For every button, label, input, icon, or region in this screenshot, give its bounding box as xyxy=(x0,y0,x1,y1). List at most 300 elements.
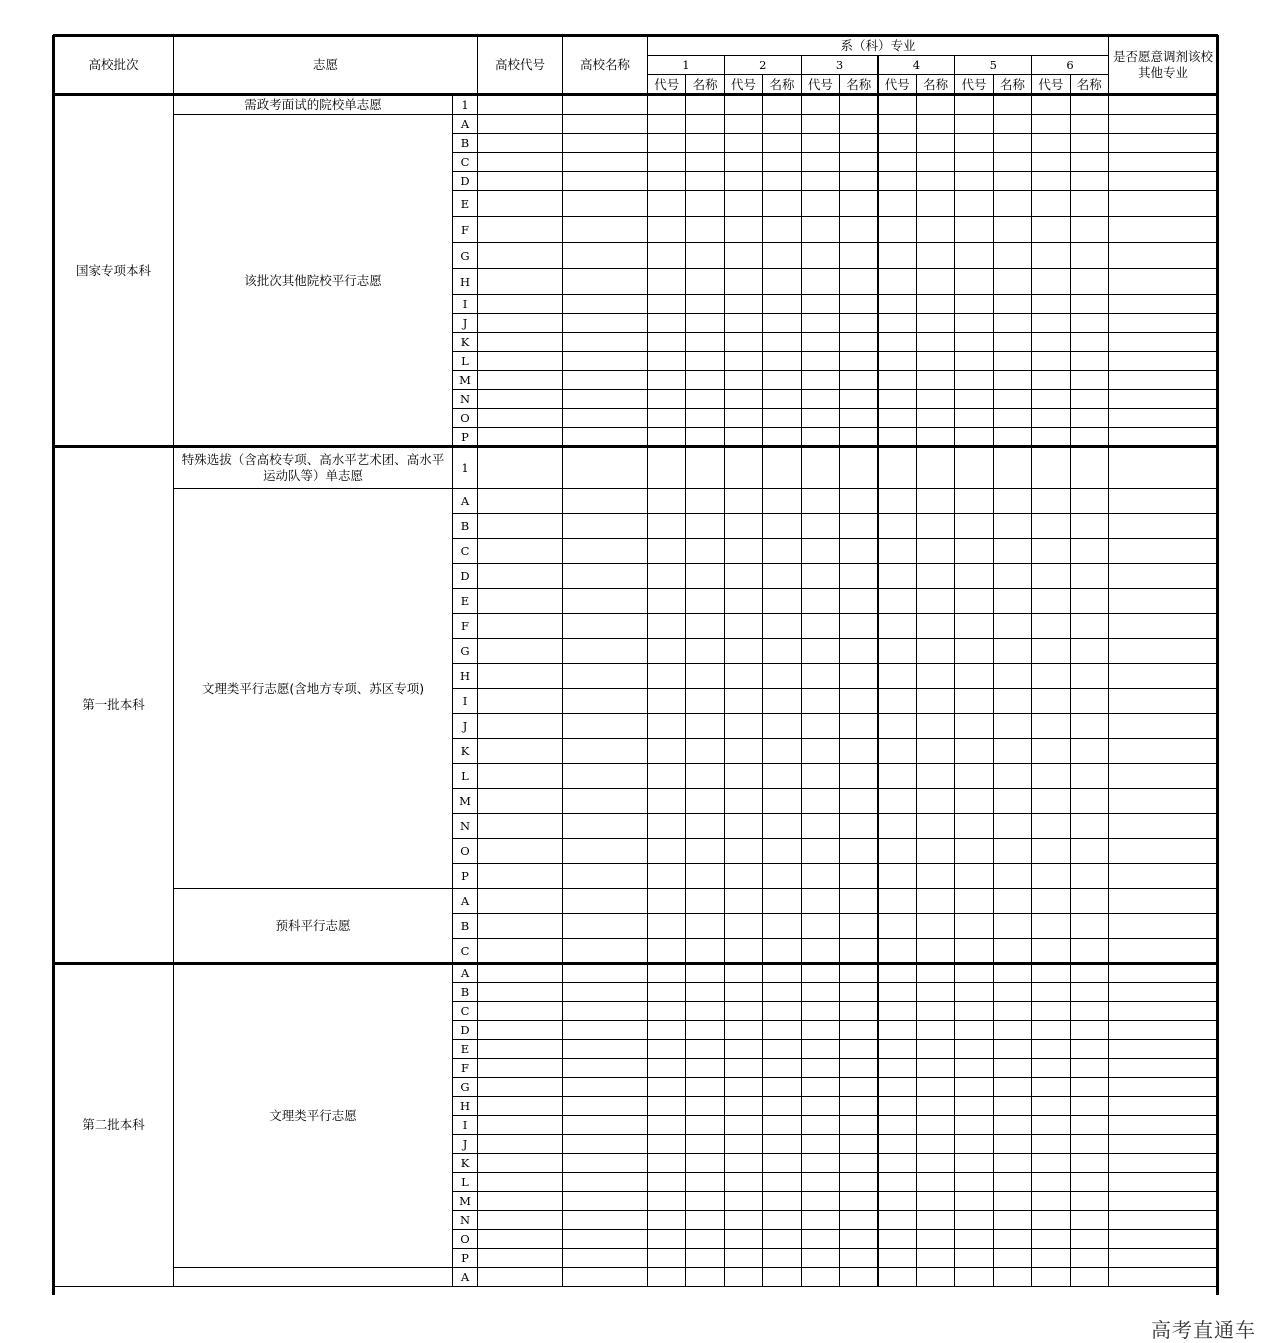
major-code-input[interactable] xyxy=(1031,563,1070,589)
major-name-input[interactable] xyxy=(839,1039,878,1059)
school-name-input[interactable] xyxy=(562,1248,648,1268)
major-code-input[interactable] xyxy=(724,788,763,814)
major-code-input[interactable] xyxy=(801,1001,840,1021)
major-code-input[interactable] xyxy=(801,982,840,1002)
major-name-input[interactable] xyxy=(685,1020,724,1040)
major-name-input[interactable] xyxy=(916,982,955,1002)
major-name-input[interactable] xyxy=(916,813,955,839)
major-code-input[interactable] xyxy=(801,1172,840,1192)
major-name-input[interactable] xyxy=(839,688,878,714)
major-code-input[interactable] xyxy=(724,1248,763,1268)
major-name-input[interactable] xyxy=(685,982,724,1002)
major-name-input[interactable] xyxy=(1070,838,1109,864)
adjust-input[interactable] xyxy=(1108,1096,1218,1116)
major-code-input[interactable] xyxy=(878,488,917,514)
major-name-input[interactable] xyxy=(685,313,724,333)
major-code-input[interactable] xyxy=(647,1077,686,1097)
major-code-input[interactable] xyxy=(954,1077,993,1097)
major-code-input[interactable] xyxy=(878,513,917,539)
major-code-input[interactable] xyxy=(878,1172,917,1192)
school-name-input[interactable] xyxy=(562,863,648,889)
major-code-input[interactable] xyxy=(878,216,917,243)
major-name-input[interactable] xyxy=(839,1191,878,1211)
major-code-input[interactable] xyxy=(801,1039,840,1059)
major-name-input[interactable] xyxy=(762,1096,801,1116)
major-code-input[interactable] xyxy=(954,370,993,390)
major-name-input[interactable] xyxy=(993,688,1032,714)
school-name-input[interactable] xyxy=(562,152,648,172)
adjust-input[interactable] xyxy=(1108,427,1218,447)
major-code-input[interactable] xyxy=(878,408,917,428)
school-name-input[interactable] xyxy=(562,1096,648,1116)
major-name-input[interactable] xyxy=(993,1020,1032,1040)
school-name-input[interactable] xyxy=(562,488,648,514)
major-code-input[interactable] xyxy=(724,588,763,614)
major-name-input[interactable] xyxy=(916,133,955,153)
major-code-input[interactable] xyxy=(724,1267,763,1287)
major-name-input[interactable] xyxy=(916,838,955,864)
adjust-input[interactable] xyxy=(1108,332,1218,352)
major-name-input[interactable] xyxy=(993,242,1032,269)
adjust-input[interactable] xyxy=(1108,913,1218,939)
major-name-input[interactable] xyxy=(685,171,724,191)
major-code-input[interactable] xyxy=(724,216,763,243)
major-code-input[interactable] xyxy=(647,1020,686,1040)
major-code-input[interactable] xyxy=(724,1039,763,1059)
major-code-input[interactable] xyxy=(647,389,686,409)
major-name-input[interactable] xyxy=(762,446,801,489)
major-code-input[interactable] xyxy=(1031,488,1070,514)
major-name-input[interactable] xyxy=(916,408,955,428)
school-name-input[interactable] xyxy=(562,1172,648,1192)
major-name-input[interactable] xyxy=(685,268,724,295)
major-name-input[interactable] xyxy=(839,171,878,191)
major-code-input[interactable] xyxy=(954,688,993,714)
major-code-input[interactable] xyxy=(1031,538,1070,564)
major-code-input[interactable] xyxy=(724,268,763,295)
major-code-input[interactable] xyxy=(878,332,917,352)
major-code-input[interactable] xyxy=(878,1134,917,1154)
school-name-input[interactable] xyxy=(562,513,648,539)
major-name-input[interactable] xyxy=(685,294,724,314)
major-name-input[interactable] xyxy=(762,1229,801,1249)
major-name-input[interactable] xyxy=(685,538,724,564)
major-name-input[interactable] xyxy=(839,488,878,514)
major-name-input[interactable] xyxy=(762,216,801,243)
school-name-input[interactable] xyxy=(562,216,648,243)
major-code-input[interactable] xyxy=(954,1039,993,1059)
major-name-input[interactable] xyxy=(839,563,878,589)
school-code-input[interactable] xyxy=(477,963,563,983)
major-name-input[interactable] xyxy=(685,588,724,614)
adjust-input[interactable] xyxy=(1108,1210,1218,1230)
major-name-input[interactable] xyxy=(685,408,724,428)
major-name-input[interactable] xyxy=(916,1039,955,1059)
major-code-input[interactable] xyxy=(801,788,840,814)
major-name-input[interactable] xyxy=(762,963,801,983)
major-name-input[interactable] xyxy=(762,332,801,352)
school-code-input[interactable] xyxy=(477,268,563,295)
major-code-input[interactable] xyxy=(724,763,763,789)
major-code-input[interactable] xyxy=(801,838,840,864)
major-name-input[interactable] xyxy=(685,738,724,764)
adjust-input[interactable] xyxy=(1108,114,1218,134)
school-code-input[interactable] xyxy=(477,171,563,191)
adjust-input[interactable] xyxy=(1108,838,1218,864)
school-name-input[interactable] xyxy=(562,688,648,714)
school-code-input[interactable] xyxy=(477,152,563,172)
school-code-input[interactable] xyxy=(477,216,563,243)
major-code-input[interactable] xyxy=(801,133,840,153)
major-code-input[interactable] xyxy=(801,613,840,639)
school-code-input[interactable] xyxy=(477,613,563,639)
major-name-input[interactable] xyxy=(762,1172,801,1192)
adjust-input[interactable] xyxy=(1108,763,1218,789)
major-code-input[interactable] xyxy=(801,1153,840,1173)
major-code-input[interactable] xyxy=(954,738,993,764)
major-name-input[interactable] xyxy=(839,427,878,447)
major-name-input[interactable] xyxy=(993,1039,1032,1059)
adjust-input[interactable] xyxy=(1108,389,1218,409)
major-code-input[interactable] xyxy=(954,638,993,664)
adjust-input[interactable] xyxy=(1108,863,1218,889)
major-name-input[interactable] xyxy=(685,370,724,390)
major-name-input[interactable] xyxy=(993,1229,1032,1249)
school-code-input[interactable] xyxy=(477,190,563,217)
major-name-input[interactable] xyxy=(839,152,878,172)
major-name-input[interactable] xyxy=(916,538,955,564)
major-code-input[interactable] xyxy=(801,268,840,295)
major-code-input[interactable] xyxy=(801,1229,840,1249)
major-code-input[interactable] xyxy=(1031,1210,1070,1230)
major-code-input[interactable] xyxy=(878,613,917,639)
major-code-input[interactable] xyxy=(801,313,840,333)
major-code-input[interactable] xyxy=(954,1172,993,1192)
major-name-input[interactable] xyxy=(839,1115,878,1135)
major-code-input[interactable] xyxy=(647,863,686,889)
major-name-input[interactable] xyxy=(839,613,878,639)
major-name-input[interactable] xyxy=(762,1191,801,1211)
school-name-input[interactable] xyxy=(562,913,648,939)
school-name-input[interactable] xyxy=(562,332,648,352)
major-name-input[interactable] xyxy=(685,838,724,864)
major-name-input[interactable] xyxy=(916,313,955,333)
school-code-input[interactable] xyxy=(477,242,563,269)
major-name-input[interactable] xyxy=(1070,888,1109,914)
school-code-input[interactable] xyxy=(477,446,563,489)
major-name-input[interactable] xyxy=(1070,268,1109,295)
major-code-input[interactable] xyxy=(1031,863,1070,889)
major-name-input[interactable] xyxy=(762,114,801,134)
school-name-input[interactable] xyxy=(562,563,648,589)
school-name-input[interactable] xyxy=(562,389,648,409)
major-code-input[interactable] xyxy=(647,268,686,295)
major-code-input[interactable] xyxy=(878,888,917,914)
major-code-input[interactable] xyxy=(801,1134,840,1154)
major-code-input[interactable] xyxy=(724,1229,763,1249)
major-code-input[interactable] xyxy=(801,638,840,664)
major-code-input[interactable] xyxy=(647,1134,686,1154)
major-code-input[interactable] xyxy=(801,1267,840,1287)
major-code-input[interactable] xyxy=(878,1039,917,1059)
major-code-input[interactable] xyxy=(878,738,917,764)
major-name-input[interactable] xyxy=(916,588,955,614)
school-name-input[interactable] xyxy=(562,813,648,839)
major-code-input[interactable] xyxy=(878,268,917,295)
major-name-input[interactable] xyxy=(685,152,724,172)
adjust-input[interactable] xyxy=(1108,1058,1218,1078)
major-name-input[interactable] xyxy=(916,152,955,172)
major-code-input[interactable] xyxy=(954,1210,993,1230)
major-code-input[interactable] xyxy=(647,838,686,864)
major-code-input[interactable] xyxy=(878,813,917,839)
major-name-input[interactable] xyxy=(916,1115,955,1135)
major-code-input[interactable] xyxy=(1031,114,1070,134)
major-code-input[interactable] xyxy=(954,938,993,964)
major-name-input[interactable] xyxy=(839,370,878,390)
major-code-input[interactable] xyxy=(878,713,917,739)
major-code-input[interactable] xyxy=(1031,216,1070,243)
major-name-input[interactable] xyxy=(685,913,724,939)
school-name-input[interactable] xyxy=(562,171,648,191)
adjust-input[interactable] xyxy=(1108,133,1218,153)
major-code-input[interactable] xyxy=(647,313,686,333)
major-name-input[interactable] xyxy=(839,938,878,964)
major-code-input[interactable] xyxy=(724,963,763,983)
major-name-input[interactable] xyxy=(916,863,955,889)
major-name-input[interactable] xyxy=(839,1096,878,1116)
major-name-input[interactable] xyxy=(839,738,878,764)
major-code-input[interactable] xyxy=(724,738,763,764)
major-name-input[interactable] xyxy=(1070,1229,1109,1249)
major-code-input[interactable] xyxy=(1031,1020,1070,1040)
major-name-input[interactable] xyxy=(1070,938,1109,964)
major-code-input[interactable] xyxy=(647,813,686,839)
major-name-input[interactable] xyxy=(993,190,1032,217)
adjust-input[interactable] xyxy=(1108,1020,1218,1040)
major-name-input[interactable] xyxy=(993,94,1032,115)
major-name-input[interactable] xyxy=(762,94,801,115)
major-code-input[interactable] xyxy=(647,1115,686,1135)
major-name-input[interactable] xyxy=(762,133,801,153)
major-name-input[interactable] xyxy=(1070,351,1109,371)
major-name-input[interactable] xyxy=(762,370,801,390)
school-name-input[interactable] xyxy=(562,838,648,864)
major-name-input[interactable] xyxy=(685,638,724,664)
major-code-input[interactable] xyxy=(1031,638,1070,664)
major-name-input[interactable] xyxy=(993,370,1032,390)
major-name-input[interactable] xyxy=(762,763,801,789)
major-code-input[interactable] xyxy=(1031,763,1070,789)
major-code-input[interactable] xyxy=(954,389,993,409)
adjust-input[interactable] xyxy=(1108,638,1218,664)
major-code-input[interactable] xyxy=(647,913,686,939)
major-code-input[interactable] xyxy=(878,351,917,371)
school-name-input[interactable] xyxy=(562,613,648,639)
major-code-input[interactable] xyxy=(1031,838,1070,864)
major-code-input[interactable] xyxy=(954,94,993,115)
major-code-input[interactable] xyxy=(1031,1153,1070,1173)
major-name-input[interactable] xyxy=(762,171,801,191)
major-name-input[interactable] xyxy=(1070,638,1109,664)
major-code-input[interactable] xyxy=(724,1115,763,1135)
major-name-input[interactable] xyxy=(762,663,801,689)
major-code-input[interactable] xyxy=(801,427,840,447)
major-code-input[interactable] xyxy=(801,1077,840,1097)
school-name-input[interactable] xyxy=(562,938,648,964)
major-code-input[interactable] xyxy=(724,389,763,409)
adjust-input[interactable] xyxy=(1108,938,1218,964)
major-name-input[interactable] xyxy=(685,1058,724,1078)
school-name-input[interactable] xyxy=(562,427,648,447)
major-name-input[interactable] xyxy=(839,788,878,814)
major-name-input[interactable] xyxy=(1070,1039,1109,1059)
major-code-input[interactable] xyxy=(647,152,686,172)
major-name-input[interactable] xyxy=(762,190,801,217)
major-name-input[interactable] xyxy=(993,563,1032,589)
major-code-input[interactable] xyxy=(1031,389,1070,409)
major-name-input[interactable] xyxy=(762,1210,801,1230)
major-code-input[interactable] xyxy=(801,216,840,243)
school-code-input[interactable] xyxy=(477,1210,563,1230)
major-name-input[interactable] xyxy=(762,563,801,589)
major-code-input[interactable] xyxy=(954,1134,993,1154)
major-name-input[interactable] xyxy=(993,663,1032,689)
major-code-input[interactable] xyxy=(647,1229,686,1249)
major-name-input[interactable] xyxy=(685,1115,724,1135)
major-name-input[interactable] xyxy=(839,1153,878,1173)
major-code-input[interactable] xyxy=(647,370,686,390)
major-name-input[interactable] xyxy=(916,1191,955,1211)
major-code-input[interactable] xyxy=(724,713,763,739)
major-code-input[interactable] xyxy=(724,427,763,447)
major-code-input[interactable] xyxy=(878,133,917,153)
major-name-input[interactable] xyxy=(993,1248,1032,1268)
major-code-input[interactable] xyxy=(878,838,917,864)
major-code-input[interactable] xyxy=(801,1210,840,1230)
adjust-input[interactable] xyxy=(1108,1115,1218,1135)
school-code-input[interactable] xyxy=(477,114,563,134)
major-code-input[interactable] xyxy=(1031,788,1070,814)
school-name-input[interactable] xyxy=(562,1020,648,1040)
school-name-input[interactable] xyxy=(562,351,648,371)
major-code-input[interactable] xyxy=(801,446,840,489)
major-code-input[interactable] xyxy=(954,1096,993,1116)
major-name-input[interactable] xyxy=(762,152,801,172)
major-code-input[interactable] xyxy=(647,538,686,564)
major-name-input[interactable] xyxy=(839,446,878,489)
major-code-input[interactable] xyxy=(801,688,840,714)
major-code-input[interactable] xyxy=(954,313,993,333)
major-code-input[interactable] xyxy=(724,332,763,352)
major-code-input[interactable] xyxy=(647,351,686,371)
school-name-input[interactable] xyxy=(562,1115,648,1135)
major-code-input[interactable] xyxy=(954,963,993,983)
major-code-input[interactable] xyxy=(724,351,763,371)
major-name-input[interactable] xyxy=(916,171,955,191)
major-name-input[interactable] xyxy=(993,513,1032,539)
major-name-input[interactable] xyxy=(993,216,1032,243)
major-code-input[interactable] xyxy=(878,638,917,664)
major-name-input[interactable] xyxy=(762,1153,801,1173)
major-code-input[interactable] xyxy=(801,963,840,983)
major-name-input[interactable] xyxy=(916,563,955,589)
major-code-input[interactable] xyxy=(801,863,840,889)
major-name-input[interactable] xyxy=(839,242,878,269)
major-code-input[interactable] xyxy=(954,114,993,134)
school-name-input[interactable] xyxy=(562,114,648,134)
adjust-input[interactable] xyxy=(1108,563,1218,589)
adjust-input[interactable] xyxy=(1108,738,1218,764)
major-name-input[interactable] xyxy=(839,313,878,333)
major-name-input[interactable] xyxy=(993,838,1032,864)
major-code-input[interactable] xyxy=(878,242,917,269)
major-code-input[interactable] xyxy=(724,313,763,333)
major-code-input[interactable] xyxy=(1031,613,1070,639)
school-code-input[interactable] xyxy=(477,332,563,352)
major-name-input[interactable] xyxy=(916,370,955,390)
major-name-input[interactable] xyxy=(1070,1248,1109,1268)
major-code-input[interactable] xyxy=(954,133,993,153)
major-name-input[interactable] xyxy=(685,94,724,115)
school-code-input[interactable] xyxy=(477,913,563,939)
school-code-input[interactable] xyxy=(477,763,563,789)
major-name-input[interactable] xyxy=(1070,538,1109,564)
major-name-input[interactable] xyxy=(993,389,1032,409)
major-code-input[interactable] xyxy=(1031,738,1070,764)
adjust-input[interactable] xyxy=(1108,216,1218,243)
major-name-input[interactable] xyxy=(685,1153,724,1173)
major-name-input[interactable] xyxy=(916,663,955,689)
major-name-input[interactable] xyxy=(993,963,1032,983)
major-name-input[interactable] xyxy=(916,963,955,983)
major-name-input[interactable] xyxy=(685,133,724,153)
major-code-input[interactable] xyxy=(647,763,686,789)
major-code-input[interactable] xyxy=(1031,1229,1070,1249)
major-name-input[interactable] xyxy=(1070,563,1109,589)
major-code-input[interactable] xyxy=(878,538,917,564)
school-code-input[interactable] xyxy=(477,1153,563,1173)
major-name-input[interactable] xyxy=(916,713,955,739)
major-name-input[interactable] xyxy=(916,94,955,115)
major-code-input[interactable] xyxy=(724,813,763,839)
major-name-input[interactable] xyxy=(685,427,724,447)
major-code-input[interactable] xyxy=(801,294,840,314)
adjust-input[interactable] xyxy=(1108,294,1218,314)
major-code-input[interactable] xyxy=(724,1210,763,1230)
major-code-input[interactable] xyxy=(954,446,993,489)
school-name-input[interactable] xyxy=(562,1039,648,1059)
major-code-input[interactable] xyxy=(801,370,840,390)
major-name-input[interactable] xyxy=(839,588,878,614)
major-code-input[interactable] xyxy=(647,190,686,217)
school-code-input[interactable] xyxy=(477,1172,563,1192)
major-name-input[interactable] xyxy=(839,1058,878,1078)
major-name-input[interactable] xyxy=(1070,94,1109,115)
major-name-input[interactable] xyxy=(685,389,724,409)
major-code-input[interactable] xyxy=(878,294,917,314)
adjust-input[interactable] xyxy=(1108,1172,1218,1192)
major-name-input[interactable] xyxy=(993,763,1032,789)
school-code-input[interactable] xyxy=(477,1248,563,1268)
major-code-input[interactable] xyxy=(954,1001,993,1021)
major-name-input[interactable] xyxy=(762,938,801,964)
major-code-input[interactable] xyxy=(878,588,917,614)
major-name-input[interactable] xyxy=(1070,982,1109,1002)
major-code-input[interactable] xyxy=(878,863,917,889)
major-code-input[interactable] xyxy=(724,133,763,153)
major-name-input[interactable] xyxy=(916,1248,955,1268)
